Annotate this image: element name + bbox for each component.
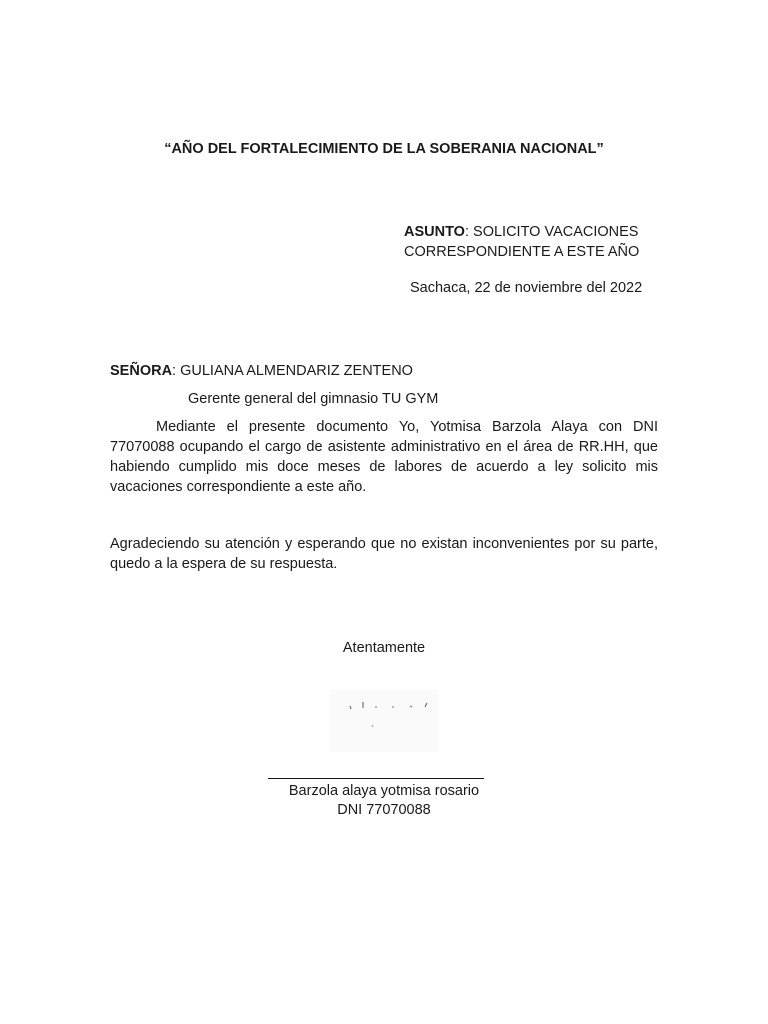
addressee-label: SEÑORA (110, 363, 173, 379)
document-motto: “AÑO DEL FORTALECIMIENTO DE LA SOBERANIA NACIONAL” (164, 141, 604, 157)
body-paragraph-2: Agradeciendo su atención y esperando que no existan inconvenientes por su parte, quedo a la espera de su respuesta. (110, 536, 658, 572)
addressee-line (110, 361, 413, 381)
addressee-role: Gerente general del gimnasio TU GYM (188, 391, 439, 407)
signature-image (330, 690, 438, 752)
closing-text: Atentamente (342, 640, 426, 656)
signature-marks-icon (330, 690, 438, 752)
subject-line-1: : SOLICITO VACACIONES (464, 224, 639, 240)
subject-label: ASUNTO (404, 224, 465, 240)
body-paragraph-1: Mediante el presente documento Yo, Yotmisa Barzola Alaya con DNI 77070088 ocupando el cargo de asistente administrativo en el área de RR.HH, que habiendo cumplido mis doce meses de labores de acuerdo a ley solicito mis vacaciones correspondiente a este año. (110, 419, 658, 495)
addressee-name: : GULIANA ALMENDARIZ ZENTENO (172, 363, 413, 379)
signer-name: Barzola alaya yotmisa rosario (288, 783, 480, 799)
signer-dni: DNI 77070088 (337, 802, 431, 818)
date-line: Sachaca, 22 de noviembre del 2022 (410, 280, 643, 296)
subject-block (404, 222, 664, 262)
signature-line (268, 770, 484, 779)
subject-line-2: CORRESPONDIENTE A ESTE AÑO (404, 244, 640, 260)
